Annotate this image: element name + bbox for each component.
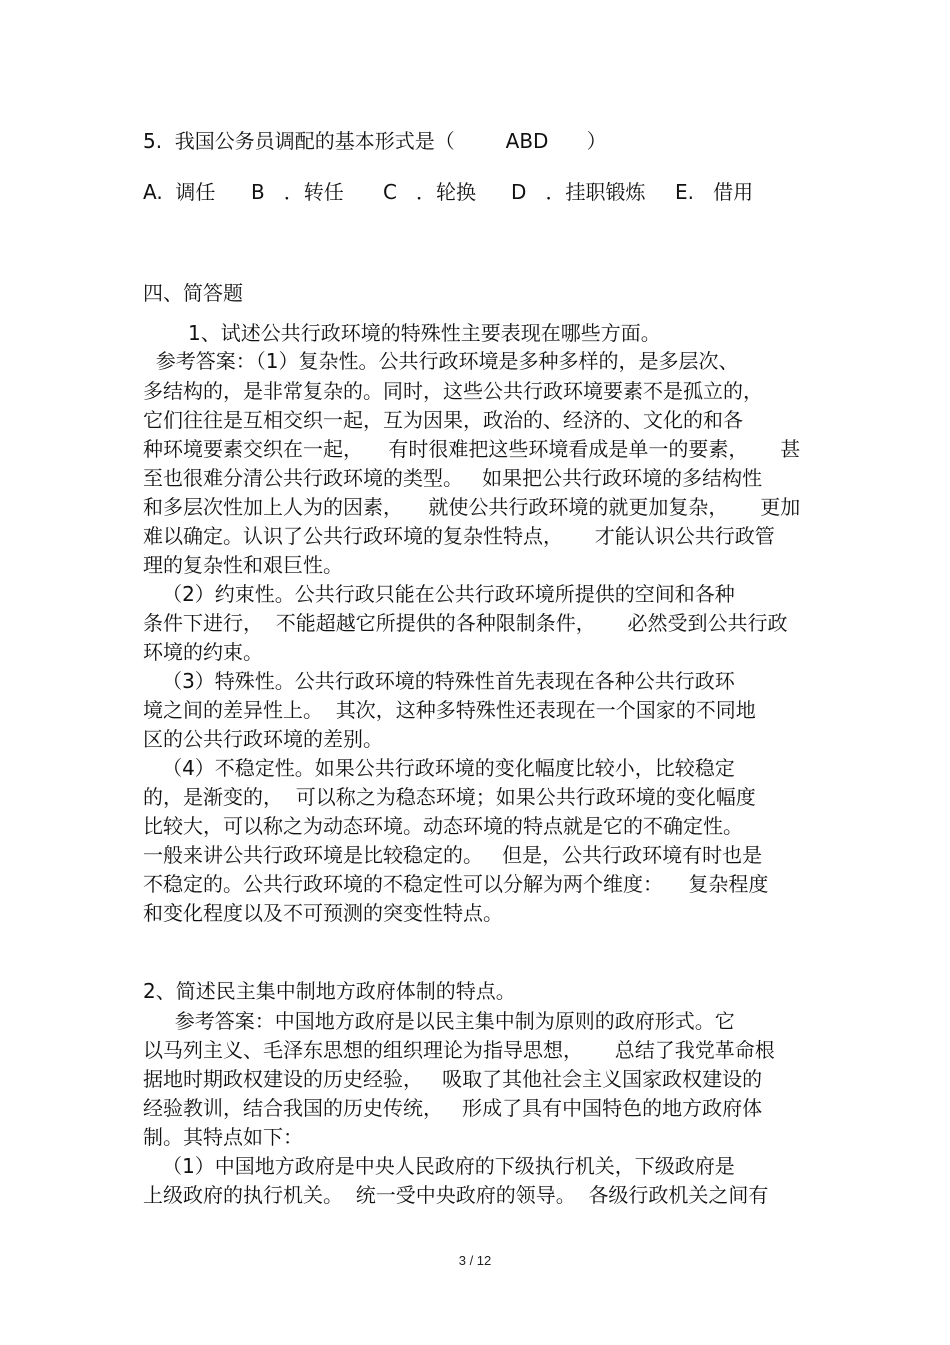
answer-line: 种环境要素交织在一起， 有时很难把这些环境看成是单一的要素， 甚: [143, 437, 801, 461]
answer-line: （3）特殊性。公共行政环境的特殊性首先表现在各种公共行政环: [143, 669, 735, 693]
answer-line: （1）中国地方政府是中央人民政府的下级执行机关，下级政府是: [143, 1154, 735, 1178]
answer-line: 比较大，可以称之为动态环境。动态环境的特点就是它的不确定性。: [143, 814, 743, 838]
answer-line: 环境的约束。: [143, 640, 263, 664]
answer-line: 参考答案：中国地方政府是以民主集中制为原则的政府形式。它: [143, 1009, 735, 1033]
answer-line: 区的公共行政环境的差别。: [143, 727, 383, 751]
option-d: D ．挂职锻炼: [511, 180, 646, 204]
question-2-title: 2、简述民主集中制地方政府体制的特点。: [143, 979, 516, 1003]
answer-line: 一般来讲公共行政环境是比较稳定的。 但是，公共行政环境有时也是: [143, 843, 763, 867]
answer-line: 条件下进行， 不能超越它所提供的各种限制条件， 必然受到公共行政: [143, 611, 788, 635]
answer-line: 参考答案：（1）复杂性。公共行政环境是多种多样的，是多层次、: [143, 349, 739, 373]
option-e: E. 借用: [675, 180, 754, 204]
answer-line: 以马列主义、毛泽东思想的组织理论为指导思想， 总结了我党革命根: [143, 1038, 775, 1062]
answer-line: 难以确定。认识了公共行政环境的复杂性特点， 才能认识公共行政管: [143, 524, 775, 548]
answer-line: 它们往往是互相交织一起，互为因果，政治的、经济的、文化的和各: [143, 408, 743, 432]
answer-line: 上级政府的执行机关。 统一受中央政府的领导。 各级行政机关之间有: [143, 1183, 769, 1207]
answer-line: 的，是渐变的， 可以称之为稳态环境；如果公共行政环境的变化幅度: [143, 785, 756, 809]
option-b: B ．转任: [251, 180, 344, 204]
answer-line: 多结构的，是非常复杂的。同时，这些公共行政环境要素不是孤立的，: [143, 379, 763, 403]
page-number: 3 / 12: [458, 1253, 492, 1268]
answer-line: 和多层次性加上人为的因素， 就使公共行政环境的就更加复杂， 更加: [143, 495, 801, 519]
question-5-options: [143, 177, 754, 207]
answer-line: （4）不稳定性。如果公共行政环境的变化幅度比较小，比较稳定: [143, 756, 735, 780]
answer-line: 不稳定的。公共行政环境的不稳定性可以分解为两个维度： 复杂程度: [143, 872, 769, 896]
option-a: A. 调任: [143, 180, 216, 204]
answer-line: 制。其特点如下：: [143, 1125, 303, 1149]
answer-line: 经验教训，结合我国的历史传统， 形成了具有中国特色的地方政府体: [143, 1096, 763, 1120]
answer-line: 境之间的差异性上。 其次，这种多特殊性还表现在一个国家的不同地: [143, 698, 756, 722]
answer-line: 据地时期政权建设的历史经验， 吸取了其他社会主义国家政权建设的: [143, 1067, 763, 1091]
answer-line: 和变化程度以及不可预测的突变性特点。: [143, 901, 503, 925]
option-c: C ．轮换: [383, 180, 477, 204]
section-title: 四、简答题: [143, 281, 243, 305]
answer-line: （2）约束性。公共行政只能在公共行政环境所提供的空间和各种: [143, 582, 735, 606]
question-5-stem: 5. 我国公务员调配的基本形式是（ ABD ）: [143, 129, 607, 153]
question-1-title: 1、试述公共行政环境的特殊性主要表现在哪些方面。: [188, 321, 661, 345]
answer-line: 理的复杂性和艰巨性。: [143, 553, 343, 577]
answer-line: 至也很难分清公共行政环境的类型。 如果把公共行政环境的多结构性: [143, 466, 763, 490]
